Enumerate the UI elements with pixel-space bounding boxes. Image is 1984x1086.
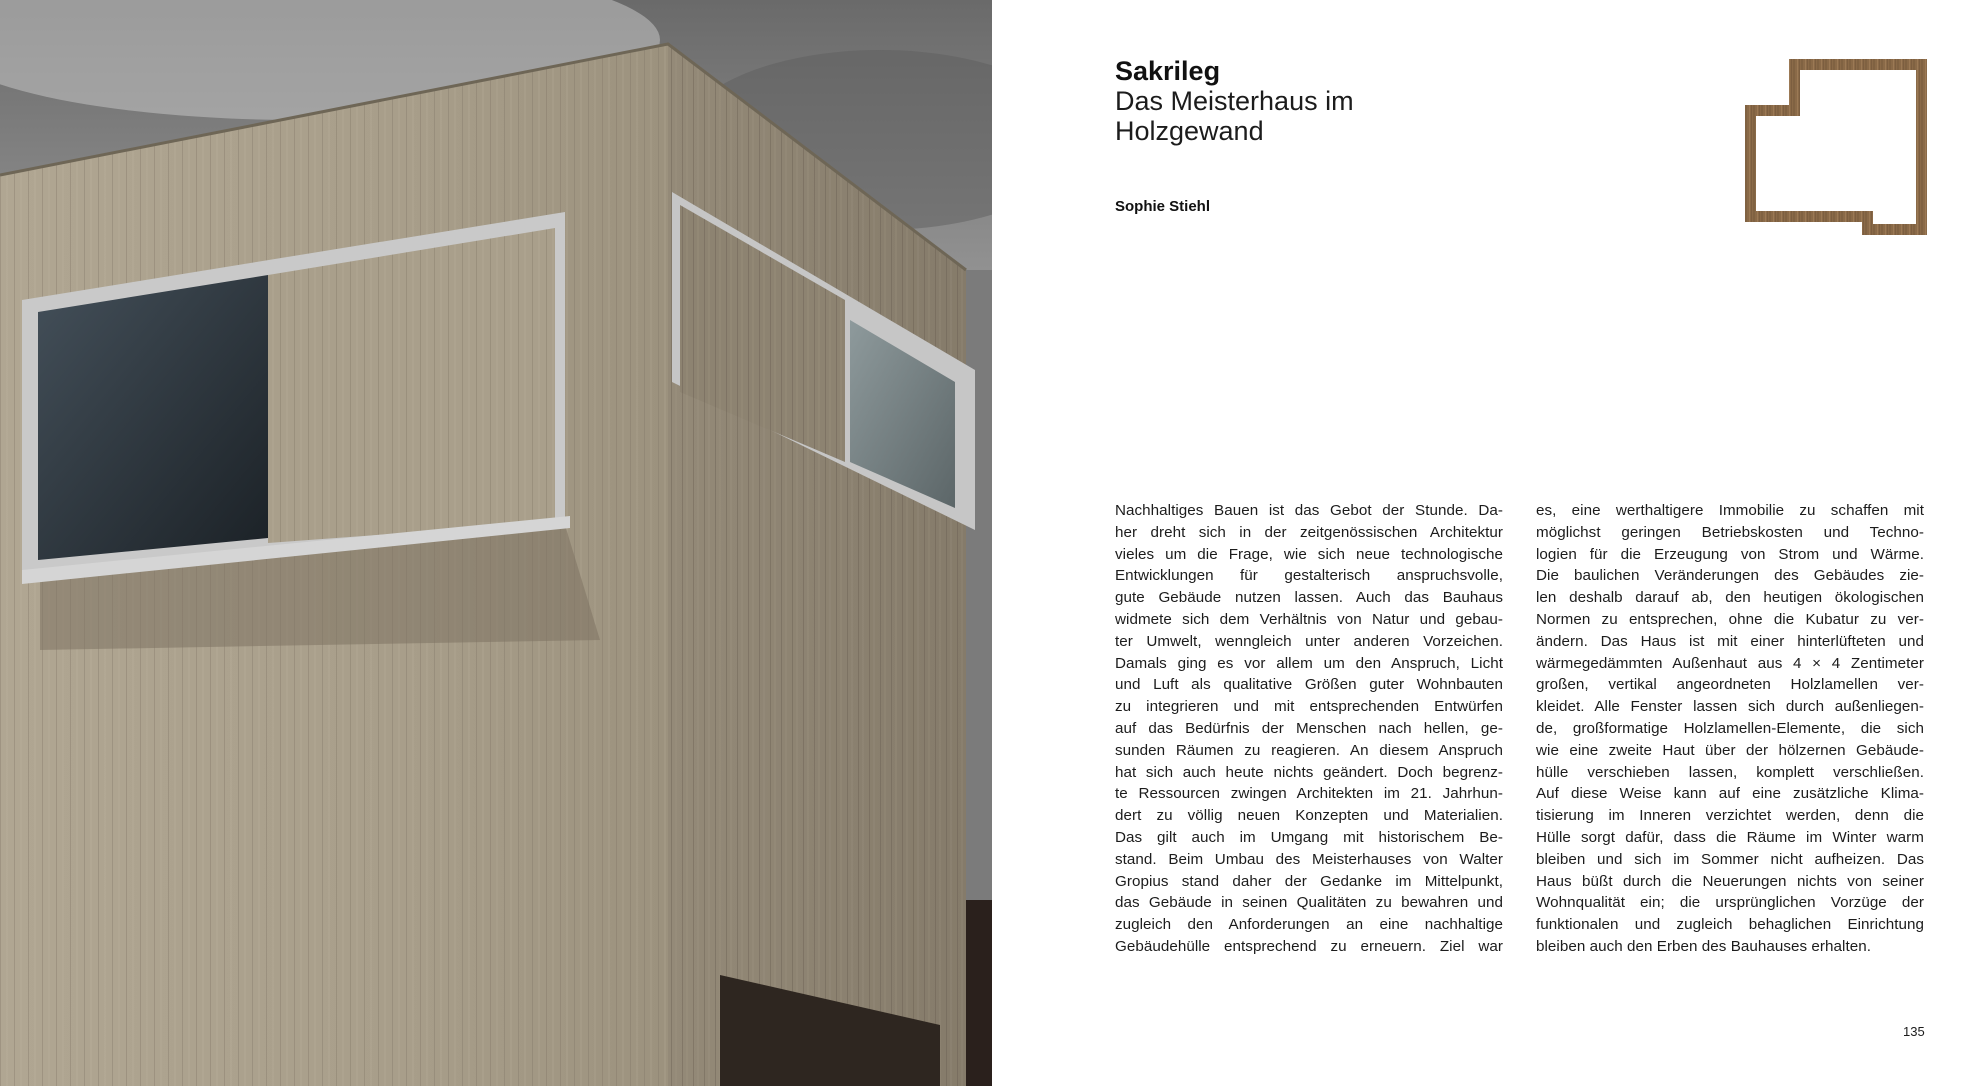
text-line: gute Gebäude nutzen lassen. Auch das Bauhaus [1115, 589, 1503, 607]
paragraph [1536, 500, 1924, 958]
text-line: das Gebäude in seinen Qualitäten zu bewahren und [1115, 894, 1503, 912]
text-line: logien für die Erzeugung von Strom und Wärme. [1536, 545, 1924, 563]
text-line: möglichst geringen Betriebskosten und Techno- [1536, 523, 1924, 541]
text-line: Entwicklungen für gestalterisch anspruchsvolle, [1115, 567, 1503, 585]
text-line: hülle verschieben lassen, komplett verschließen. [1536, 763, 1924, 781]
article-title-block [1115, 56, 1635, 146]
article-subtitle-line-2: Holzgewand [1115, 116, 1264, 146]
text-line: Hülle sorgt dafür, dass die Räume im Winter warm [1536, 828, 1924, 846]
text-line: stand. Beim Umbau des Meisterhauses von Walter [1115, 850, 1503, 868]
text-line: bleiben auch den Erben des Bauhauses erhalten. [1536, 937, 1871, 955]
body-text-column-2 [1536, 500, 1924, 958]
text-line: wie eine zweite Haut über der hölzernen Gebäude- [1536, 741, 1924, 759]
text-line: vieles um die Frage, wie sich neue technologische [1115, 545, 1503, 563]
text-line: widmete sich dem Verhältnis von Natur und gebau- [1115, 610, 1503, 628]
text-line: Wohnqualität ein; die ursprünglichen Vorzüge der [1536, 894, 1924, 912]
text-line: hat sich auch heute nichts geändert. Doch begrenz- [1115, 763, 1503, 781]
text-line: kleidet. Alle Fenster lassen sich durch außenliegen- [1536, 698, 1924, 716]
page-number: 135 [1903, 1024, 1925, 1039]
text-line: her dreht sich in der zeitgenössischen Architektur [1115, 523, 1503, 541]
text-line: ter Umwelt, wenngleich unter anderen Vorzeichen. [1115, 632, 1503, 650]
text-line: funktionalen und zugleich behaglichen Einrichtung [1536, 916, 1924, 934]
text-line: Das gilt auch im Umgang mit historischem Be- [1115, 828, 1503, 846]
text-line: ändern. Das Haus ist mit einer hinterlüfteten und [1536, 632, 1924, 650]
text-line: len deshalb darauf ab, den heutigen ökologischen [1536, 589, 1924, 607]
text-line: Die baulichen Veränderungen des Gebäudes zie- [1536, 567, 1924, 585]
floor-plan-outline-icon [1745, 59, 1927, 235]
text-line: Haus büßt durch die Neuerungen nichts von seiner [1536, 872, 1924, 890]
text-line: Nachhaltiges Bauen ist das Gebot der Stunde. Da- [1115, 502, 1503, 519]
text-line: Gebäudehülle entsprechend zu erneuern. Ziel war [1115, 937, 1503, 955]
text-line: es, eine werthaltigere Immobilie zu schaffen mit [1536, 502, 1924, 519]
text-line: dert zu völlig neuen Konzepten und Materialien. [1115, 807, 1503, 825]
article-title: Sakrileg [1115, 56, 1221, 86]
body-text-column-1 [1115, 500, 1503, 958]
article-subtitle-line-1: Das Meisterhaus im [1115, 86, 1354, 116]
text-line: großen, vertikal angeordneten Holzlamellen ver- [1536, 676, 1924, 694]
text-line: de, großformatige Holzlamellen-Elemente, die sich [1536, 719, 1924, 737]
text-line: und Luft als qualitative Größen guter Wohnbauten [1115, 676, 1503, 694]
text-line: zu integrieren und mit entsprechenden Entwürfen [1115, 698, 1503, 716]
text-line: zugleich den Anforderungen an eine nachhaltige [1115, 916, 1503, 934]
text-line: te Ressourcen zwingen Architekten im 21. Jahrhun- [1115, 785, 1503, 803]
text-line: Damals ging es vor allem um den Anspruch, Licht [1115, 654, 1503, 672]
article-author: Sophie Stiehl [1115, 198, 1211, 215]
text-line: sunden Räumen zu reagieren. An diesem Anspruch [1115, 741, 1503, 759]
text-line: bleiben und sich im Sommer nicht aufheizen. Das [1536, 850, 1924, 868]
paragraph [1115, 500, 1503, 958]
text-line: auf das Bedürfnis der Menschen nach hellen, ge- [1115, 719, 1503, 737]
text-line: tisierung im Inneren verzichtet werden, denn die [1536, 807, 1924, 825]
text-line: Auf diese Weise kann auf eine zusätzliche Klima- [1536, 785, 1924, 803]
text-line: Gropius stand daher der Gedanke im Mittelpunkt, [1115, 872, 1503, 890]
text-line: Normen zu entsprechen, ohne die Kubatur zu ver- [1536, 610, 1924, 628]
text-line: wärmegedämmten Außenhaut aus 4 × 4 Zentimeter [1536, 654, 1924, 672]
